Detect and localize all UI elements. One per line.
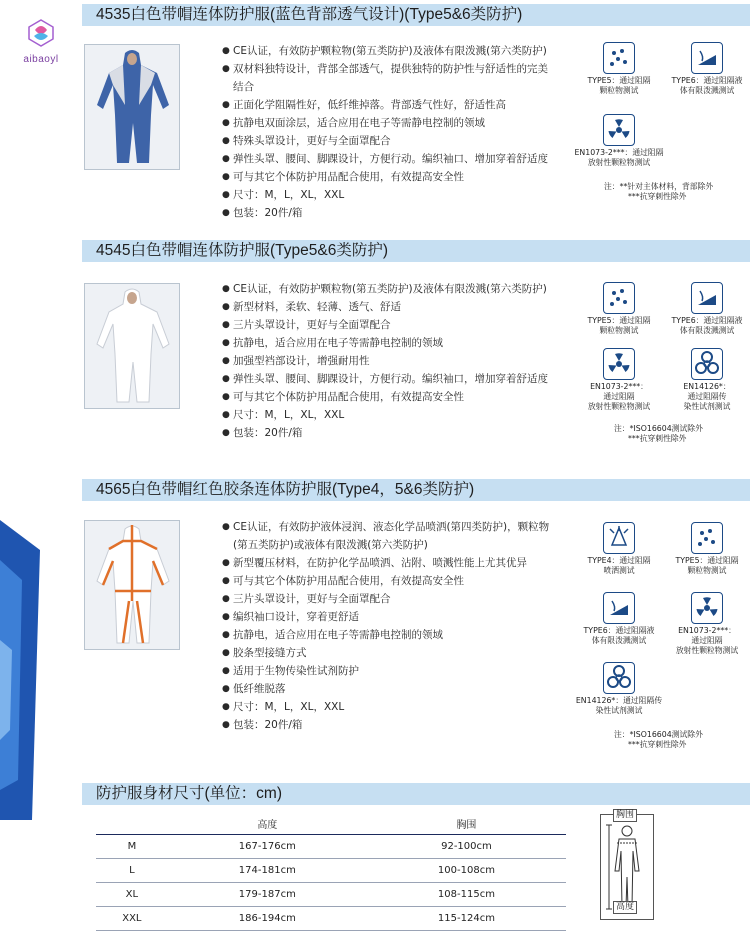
product-3-note: 注：*ISO16604测试除外 bbox=[614, 730, 703, 739]
table-row bbox=[96, 907, 566, 931]
feature-item: ● 抗静电双面涂层，适合应用在电子等需静电控制的领域 bbox=[222, 117, 485, 129]
cert-label: TYPE4：通过阻隔 喷洒测试 bbox=[587, 556, 651, 575]
feature-item: ● 可与其它个体防护用品配合使用，有效提高安全性 bbox=[222, 575, 464, 587]
cert-type4 bbox=[574, 522, 664, 576]
cert-type6 bbox=[662, 282, 750, 336]
product-2-note: ***抗穿刺性除外 bbox=[628, 434, 687, 443]
table-row bbox=[96, 859, 566, 883]
chest-label: 胸围 bbox=[613, 809, 637, 822]
column-header bbox=[96, 812, 168, 835]
feature-item: ● 编织袖口设计，穿着更舒适 bbox=[222, 611, 359, 623]
feature-item: ● 尺寸：M，L，XL，XXL bbox=[222, 701, 345, 713]
size-cell: XL bbox=[96, 883, 168, 907]
product-2-photo bbox=[84, 283, 180, 409]
coverall-orange-tape-illustration bbox=[85, 521, 179, 649]
cert-label: TYPE5：通过阻隔 颗粒物测试 bbox=[587, 316, 651, 335]
cert-type5 bbox=[574, 282, 664, 336]
size-cell: M bbox=[96, 835, 168, 859]
cert-label: TYPE6：通过阻隔液 体有限泼溅测试 bbox=[583, 626, 655, 645]
cert-en1073 bbox=[574, 348, 664, 412]
cert-label: EN1073-2***： 通过阻隔 放射性颗粒物测试 bbox=[587, 382, 651, 411]
chest-cell: 108-115cm bbox=[367, 883, 566, 907]
en1073-radioactive-icon bbox=[691, 592, 723, 624]
feature-item: ● 三片头罩设计，更好与全面罩配合 bbox=[222, 593, 391, 605]
cert-label: TYPE5：通过阻隔 颗粒物测试 bbox=[675, 556, 739, 575]
feature-item: ● 弹性头罩、腰间、脚踝设计，方便行动。编织袖口，增加穿着舒适度 bbox=[222, 373, 548, 385]
feature-item: ● 弹性头罩、腰间、脚踝设计，方便行动。编织袖口、增加穿着舒适度 bbox=[222, 153, 548, 165]
chest-cell: 100-108cm bbox=[367, 859, 566, 883]
product-2-note: 注：*ISO16604测试除外 bbox=[614, 424, 703, 433]
decorative-blue-shape bbox=[0, 520, 60, 820]
logo-mark-icon bbox=[26, 18, 56, 48]
feature-item: ● 抗静电，适合应用在电子等需静电控制的领域 bbox=[222, 337, 443, 349]
feature-item: ● 可与其它个体防护用品配合使用，有效提高安全性 bbox=[222, 171, 464, 183]
cert-label: EN14126*：通过阻隔传 染性试剂测试 bbox=[575, 696, 663, 715]
feature-item: ● 胶条型接缝方式 bbox=[222, 647, 307, 659]
feature-item-continued: (第五类防护)或液体有限泼溅(第六类防护) bbox=[233, 539, 428, 551]
feature-item: ● 适用于生物传染性试剂防护 bbox=[222, 665, 359, 677]
column-header: 高度 bbox=[168, 812, 367, 835]
product-3-title: 4565白色带帽红色胶条连体防护服(Type4，5&6类防护) bbox=[96, 481, 475, 498]
cert-type5 bbox=[574, 42, 664, 96]
product-2-features bbox=[222, 280, 582, 442]
coverall-blue-illustration bbox=[85, 45, 179, 169]
chest-cell: 92-100cm bbox=[367, 835, 566, 859]
type6-splash-icon bbox=[603, 592, 635, 624]
cert-en14126 bbox=[662, 348, 750, 412]
cert-label: TYPE5：通过阻隔 颗粒物测试 bbox=[587, 76, 651, 95]
product-1-note: 注：**针对主体材料，背部除外 bbox=[604, 182, 714, 191]
type5-particle-icon bbox=[691, 522, 723, 554]
cert-label: EN14126*： 通过阻隔传 染性试剂测试 bbox=[683, 382, 731, 411]
type6-splash-icon bbox=[691, 282, 723, 314]
en1073-radioactive-icon bbox=[603, 348, 635, 380]
feature-item: ● 抗静电，适合应用在电子等需静电控制的领域 bbox=[222, 629, 443, 641]
cert-en14126 bbox=[574, 662, 664, 716]
height-cell: 167-176cm bbox=[168, 835, 367, 859]
feature-item: ● 特殊头罩设计，更好与全面罩配合 bbox=[222, 135, 391, 147]
feature-item: ● 包装：20件/箱 bbox=[222, 207, 303, 219]
body-measurement-diagram bbox=[600, 810, 654, 920]
column-header: 胸围 bbox=[367, 812, 566, 835]
cert-type6 bbox=[574, 592, 664, 646]
feature-item: ● 三片头罩设计，更好与全面罩配合 bbox=[222, 319, 391, 331]
en14126-biohazard-icon bbox=[603, 662, 635, 694]
cert-label: TYPE6：通过阻隔液 体有限泼溅测试 bbox=[671, 76, 743, 95]
product-1-features bbox=[222, 42, 582, 222]
logo-text: aibaoyl bbox=[23, 54, 59, 65]
size-table bbox=[96, 812, 566, 931]
product-3-note: ***抗穿刺性除外 bbox=[628, 740, 687, 749]
product-2-header bbox=[82, 240, 750, 262]
type6-splash-icon bbox=[691, 42, 723, 74]
feature-item: ● 包装：20件/箱 bbox=[222, 427, 303, 439]
feature-item: ● 新型材料，柔软、轻薄、透气、舒适 bbox=[222, 301, 401, 313]
product-1-note: ***抗穿刺性除外 bbox=[628, 192, 687, 201]
cert-label: EN1073-2***： 通过阻隔 放射性颗粒物测试 bbox=[675, 626, 739, 655]
size-chart-header bbox=[82, 783, 750, 805]
product-1-title: 4535白色带帽连体防护服(蓝色背部透气设计)(Type5&6类防护) bbox=[96, 6, 523, 23]
cert-type6 bbox=[662, 42, 750, 96]
en1073-radioactive-icon bbox=[603, 114, 635, 146]
coverall-white-illustration bbox=[85, 284, 179, 408]
height-label: 高度 bbox=[613, 901, 637, 914]
cert-en1073 bbox=[662, 592, 750, 656]
feature-item: ● 双材料独特设计，背部全部透气，提供独特的防护性与舒适性的完美 bbox=[222, 63, 548, 75]
type4-spray-icon bbox=[603, 522, 635, 554]
height-cell: 179-187cm bbox=[168, 883, 367, 907]
feature-item: ● 新型覆压材料，在防护化学品喷洒、沾附、喷溅性能上尤其优异 bbox=[222, 557, 527, 569]
feature-item: ● 尺寸：M，L，XL，XXL bbox=[222, 409, 345, 421]
product-1-header bbox=[82, 4, 750, 26]
feature-item: ● 低纤维脱落 bbox=[222, 683, 286, 695]
size-chart-title: 防护服身材尺寸(单位：cm) bbox=[96, 785, 282, 802]
cert-en1073 bbox=[574, 114, 664, 168]
height-cell: 186-194cm bbox=[168, 907, 367, 931]
en14126-biohazard-icon bbox=[691, 348, 723, 380]
product-3-photo bbox=[84, 520, 180, 650]
table-header-row bbox=[96, 812, 566, 835]
product-2-title: 4545白色带帽连体防护服(Type5&6类防护) bbox=[96, 242, 388, 259]
feature-item: ● CE认证，有效防护颗粒物(第五类防护)及液体有限泼溅(第六类防护) bbox=[222, 283, 547, 295]
feature-item-continued: 结合 bbox=[233, 81, 254, 93]
feature-item: ● CE认证，有效防护颗粒物(第五类防护)及液体有限泼溅(第六类防护) bbox=[222, 45, 547, 57]
cert-label: TYPE6：通过阻隔液 体有限泼溅测试 bbox=[671, 316, 743, 335]
cert-label: EN1073-2***：通过阻隔 放射性颗粒物测试 bbox=[574, 148, 664, 167]
feature-item: ● 包装：20件/箱 bbox=[222, 719, 303, 731]
feature-item: ● 加强型裆部设计，增强耐用性 bbox=[222, 355, 370, 367]
size-cell: L bbox=[96, 859, 168, 883]
type5-particle-icon bbox=[603, 42, 635, 74]
product-3-header bbox=[82, 479, 750, 501]
feature-item: ● CE认证，有效防护液体浸润、液态化学品喷洒(第四类防护)，颗粒物 bbox=[222, 521, 550, 533]
size-cell: XXL bbox=[96, 907, 168, 931]
feature-item: ● 可与其它个体防护用品配合使用，有效提高安全性 bbox=[222, 391, 464, 403]
cert-type5 bbox=[662, 522, 750, 576]
table-row bbox=[96, 883, 566, 907]
type5-particle-icon bbox=[603, 282, 635, 314]
feature-item: ● 尺寸：M，L，XL，XXL bbox=[222, 189, 345, 201]
product-1-photo bbox=[84, 44, 180, 170]
chest-cell: 115-124cm bbox=[367, 907, 566, 931]
feature-item: ● 正面化学阻隔性好，低纤维掉落。背部透气性好，舒适性高 bbox=[222, 99, 506, 111]
brand-logo bbox=[8, 18, 74, 70]
table-row bbox=[96, 835, 566, 859]
height-cell: 174-181cm bbox=[168, 859, 367, 883]
product-3-features bbox=[222, 518, 582, 734]
